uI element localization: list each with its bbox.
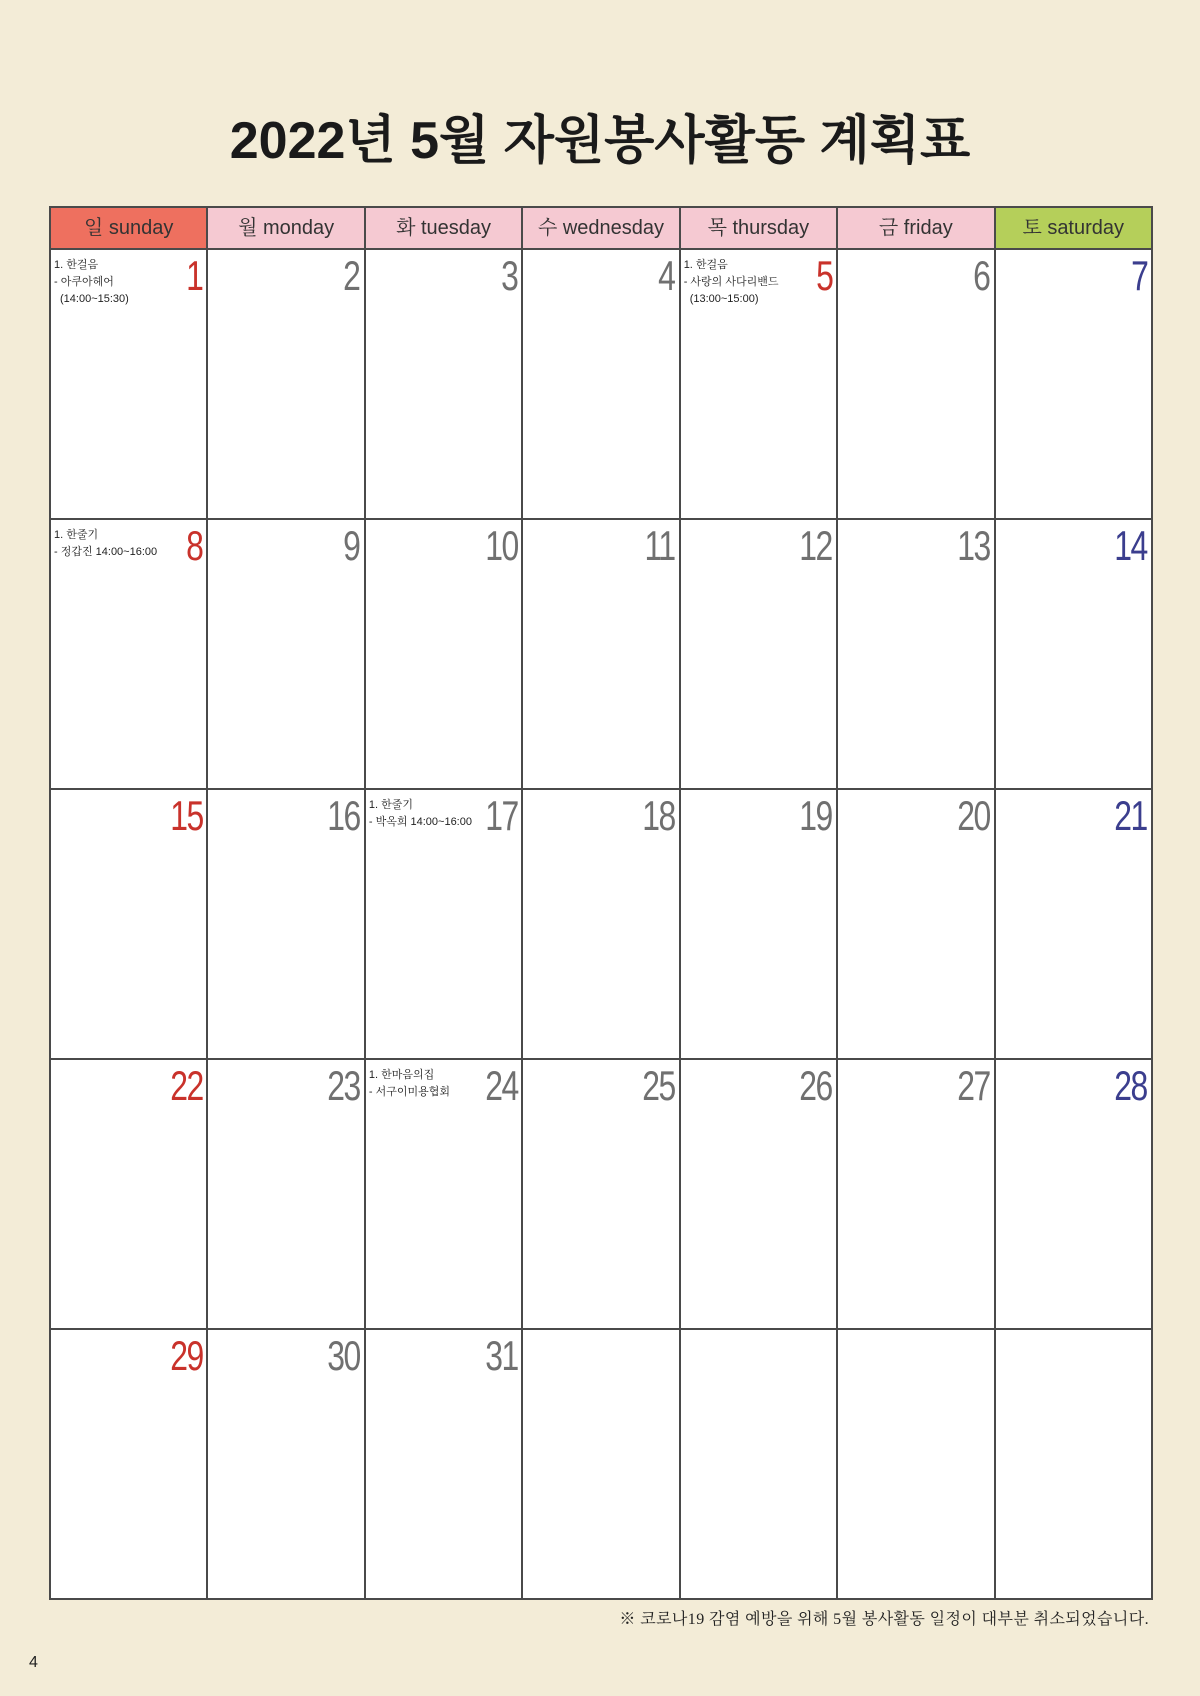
day-number: 29: [169, 1332, 203, 1379]
day-cell-21: [996, 790, 1153, 1060]
day-cell-26: [681, 1060, 838, 1330]
day-number: 25: [642, 1062, 675, 1109]
day-cell-15: [51, 790, 208, 1060]
empty-day-cell: [996, 1330, 1153, 1600]
event-list: [54, 257, 129, 308]
day-number: 14: [1114, 522, 1147, 569]
event-line: - 사랑의 사다리밴드: [683, 276, 779, 288]
day-cell-10: [366, 520, 523, 790]
day-number: 6: [973, 252, 990, 299]
day-cell-4: [523, 250, 680, 520]
page-number: 4: [29, 1654, 38, 1671]
weekday-header-tuesday: 화 tuesday: [366, 208, 523, 250]
event-list: [684, 257, 779, 308]
event-line: 1. 한줄기: [54, 529, 99, 541]
event-line: - 아쿠아헤어: [54, 276, 114, 288]
weekday-header-saturday: 토 saturday: [996, 208, 1153, 250]
empty-day-cell: [838, 1330, 995, 1600]
day-cell-13: [838, 520, 995, 790]
day-number: 11: [644, 522, 675, 569]
event-line: - 박옥희 14:00~16:00: [368, 816, 472, 828]
day-number: 15: [169, 792, 203, 839]
weekday-header-sunday: 일 sunday: [51, 208, 208, 250]
event-list: [369, 1067, 450, 1101]
empty-day-cell: [681, 1330, 838, 1600]
day-cell-17: [366, 790, 523, 1060]
day-cell-30: [208, 1330, 365, 1600]
event-line: 1. 한줄기: [368, 799, 413, 811]
day-cell-9: [208, 520, 365, 790]
day-number: 23: [327, 1062, 360, 1109]
weekday-header-monday: 월 monday: [208, 208, 365, 250]
day-number: 5: [815, 252, 833, 299]
day-number: 3: [501, 252, 518, 299]
weekday-header-friday: 금 friday: [838, 208, 995, 250]
day-cell-3: [366, 250, 523, 520]
page-title: 2022년 5월 자원봉사활동 계획표: [229, 112, 971, 170]
weekday-header-wednesday: 수 wednesday: [523, 208, 680, 250]
event-line: (14:00~15:30): [60, 293, 129, 305]
day-cell-20: [838, 790, 995, 1060]
day-cell-27: [838, 1060, 995, 1330]
day-number: 22: [169, 1062, 203, 1109]
day-cell-24: [366, 1060, 523, 1330]
day-number: 4: [658, 252, 675, 299]
empty-day-cell: [523, 1330, 680, 1600]
day-number: 2: [343, 252, 360, 299]
day-cell-16: [208, 790, 365, 1060]
day-number: 24: [484, 1062, 518, 1109]
day-number: 9: [343, 522, 360, 569]
calendar-grid: [49, 206, 1153, 1600]
day-number: 1: [186, 252, 203, 299]
day-number: 19: [799, 792, 833, 839]
day-cell-23: [208, 1060, 365, 1330]
day-number: 27: [957, 1062, 990, 1109]
footnote: ※ 코로나19 감염 예방을 위해 5월 봉사활동 일정이 대부분 취소되었습니다.: [619, 1611, 1149, 1628]
day-cell-25: [523, 1060, 680, 1330]
day-cell-7: [996, 250, 1153, 520]
event-line: - 정갑진 14:00~16:00: [54, 546, 158, 558]
day-cell-31: [366, 1330, 523, 1600]
day-cell-11: [523, 520, 680, 790]
event-line: (13:00~15:00): [689, 293, 759, 305]
day-cell-5: [681, 250, 838, 520]
day-cell-2: [208, 250, 365, 520]
day-number: 13: [957, 522, 990, 569]
day-cell-19: [681, 790, 838, 1060]
day-number: 28: [1114, 1062, 1147, 1109]
day-number: 20: [957, 792, 990, 839]
day-cell-22: [51, 1060, 208, 1330]
day-cell-6: [838, 250, 995, 520]
event-line: 1. 한걸음: [683, 259, 728, 271]
day-number: 8: [186, 522, 203, 569]
day-number: 7: [1130, 252, 1147, 299]
event-line: - 서구이미용협회: [368, 1086, 450, 1098]
day-number: 18: [642, 792, 675, 839]
day-number: 16: [327, 792, 360, 839]
day-number: 10: [484, 522, 518, 569]
day-number: 17: [484, 792, 518, 839]
day-cell-29: [51, 1330, 208, 1600]
day-number: 21: [1114, 792, 1147, 839]
event-list: [54, 527, 157, 561]
day-number: 30: [327, 1332, 360, 1379]
day-cell-8: [51, 520, 208, 790]
day-cell-12: [681, 520, 838, 790]
day-cell-28: [996, 1060, 1153, 1330]
weekday-header-thursday: 목 thursday: [681, 208, 838, 250]
day-number: 12: [799, 522, 833, 569]
day-number: 31: [484, 1332, 518, 1379]
day-number: 26: [799, 1062, 833, 1109]
day-cell-14: [996, 520, 1153, 790]
event-line: 1. 한걸음: [54, 259, 99, 271]
day-cell-18: [523, 790, 680, 1060]
day-cell-1: [51, 250, 208, 520]
event-list: [369, 797, 472, 831]
event-line: 1. 한마음의집: [368, 1069, 435, 1081]
